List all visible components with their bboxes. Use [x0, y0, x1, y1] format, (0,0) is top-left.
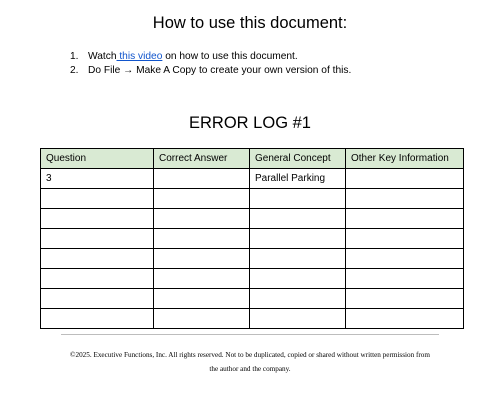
this-video-link[interactable]: this video: [116, 51, 163, 62]
error-log-title: ERROR LOG #1: [189, 114, 311, 132]
table-row: [41, 309, 464, 329]
table-cell[interactable]: [346, 209, 464, 229]
table-cell[interactable]: [346, 269, 464, 289]
instruction-item-1: [70, 50, 351, 64]
copyright-line-2: the author and the company.: [209, 365, 291, 373]
table-cell[interactable]: [250, 269, 346, 289]
table-cell[interactable]: [41, 249, 154, 269]
table-cell[interactable]: [154, 249, 250, 269]
table-row: [41, 249, 464, 269]
table-cell[interactable]: [41, 289, 154, 309]
table-cell[interactable]: [346, 289, 464, 309]
error-log-table: [40, 148, 464, 329]
table-cell[interactable]: 3: [41, 169, 154, 189]
table-cell[interactable]: Parallel Parking: [250, 169, 346, 189]
table-row: [41, 169, 464, 189]
table-cell[interactable]: [250, 209, 346, 229]
column-header-question[interactable]: Question: [41, 149, 154, 169]
table-cell[interactable]: [346, 249, 464, 269]
table-row: [41, 289, 464, 309]
instruction-number: 2.: [70, 65, 79, 76]
table-cell[interactable]: [250, 289, 346, 309]
table-cell[interactable]: [346, 189, 464, 209]
instructions-list: [70, 50, 351, 78]
table-cell[interactable]: [250, 309, 346, 329]
instruction-number: 1.: [70, 51, 79, 62]
table-cell[interactable]: [41, 209, 154, 229]
table-row: [41, 209, 464, 229]
table-cell[interactable]: [154, 269, 250, 289]
table-cell[interactable]: [154, 189, 250, 209]
table-header-row: [41, 149, 464, 169]
table-cell[interactable]: [154, 229, 250, 249]
table-cell[interactable]: [250, 189, 346, 209]
table-cell[interactable]: [41, 269, 154, 289]
table-cell[interactable]: [346, 229, 464, 249]
table-cell[interactable]: [154, 309, 250, 329]
instruction-text: on how to use this document.: [162, 51, 298, 62]
table-cell[interactable]: [41, 229, 154, 249]
table-cell[interactable]: [346, 309, 464, 329]
column-header-correct-answer[interactable]: Correct Answer: [154, 149, 250, 169]
table-cell[interactable]: [154, 169, 250, 189]
table-cell[interactable]: [41, 189, 154, 209]
table-row: [41, 229, 464, 249]
table-row: [41, 189, 464, 209]
instruction-text: Watch: [88, 51, 117, 62]
table-cell[interactable]: [154, 209, 250, 229]
footer-divider: [61, 334, 439, 335]
column-header-general-concept[interactable]: General Concept: [250, 149, 346, 169]
table-cell[interactable]: [250, 249, 346, 269]
instruction-text: Do File → Make A Copy to create your own version of this.: [88, 65, 352, 76]
table-cell[interactable]: [154, 289, 250, 309]
page-title: How to use this document:: [152, 14, 348, 32]
table-cell[interactable]: [250, 229, 346, 249]
copyright-footer: [50, 348, 450, 376]
instruction-item-2: [70, 64, 351, 78]
column-header-other-key-information[interactable]: Other Key Information: [346, 149, 464, 169]
table-row: [41, 269, 464, 289]
table-cell[interactable]: [41, 309, 154, 329]
copyright-line-1: ©2025. Executive Functions, Inc. All rights reserved. Not to be duplicated, copied or shared without written permission from: [70, 351, 430, 359]
table-cell[interactable]: [346, 169, 464, 189]
